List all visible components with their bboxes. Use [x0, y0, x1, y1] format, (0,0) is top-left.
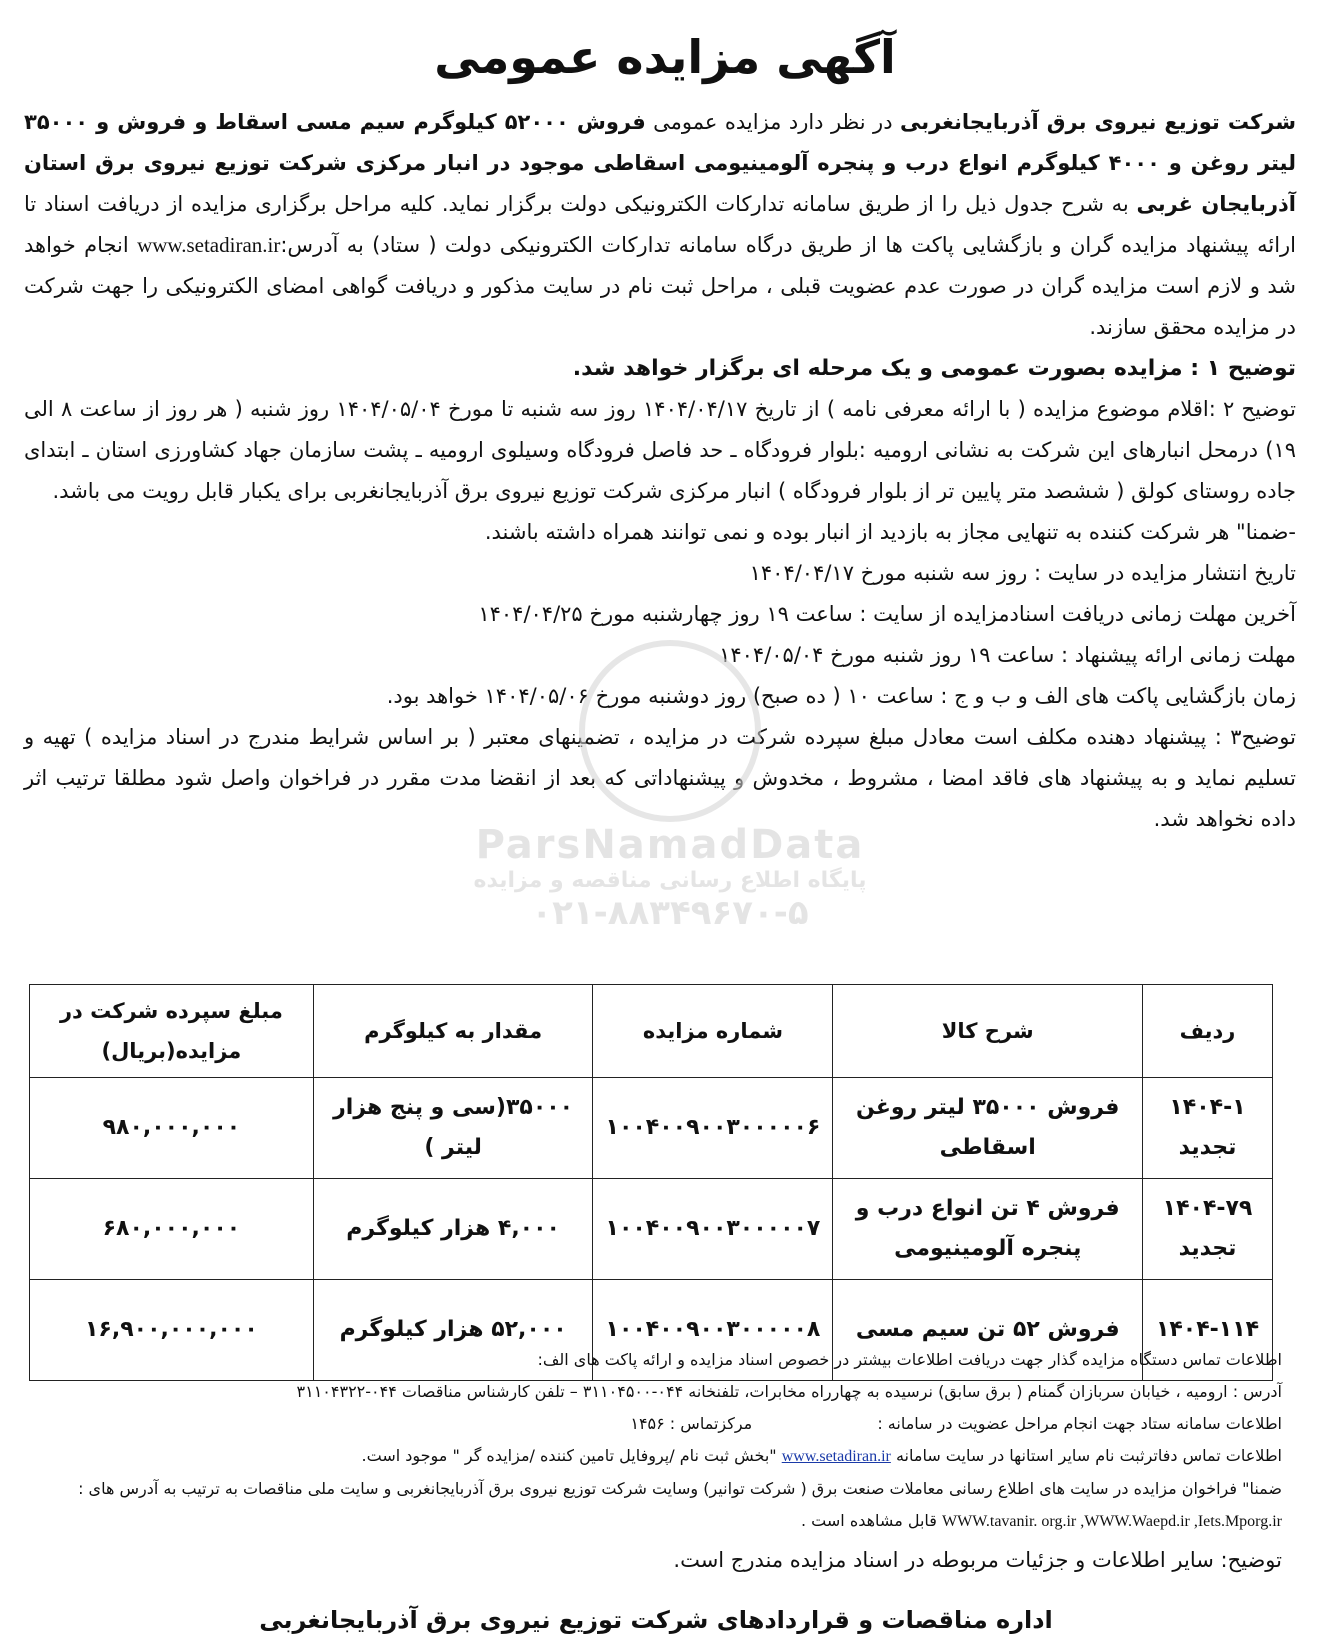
note-2: توضیح ۲ :اقلام موضوع مزایده ( با ارائه معرفی نامه ) از تاریخ ۱۴۰۴/۰۴/۱۷ روز سه شنبه تا مورخ ۱۴۰۴/۰۵/۰۴ روز شنبه ( هر روز از ساعت ۸ الی ۱۹) درمحل انبارهای این شرکت به نشانی ارومیه :بلوار فرودگاه ـ حد فاصل فرودگاه وسیلوی ارومیه ـ پشت سازمان جهاد کشاورزی استان ـ ابتدای جاده روستای کولق ( ششصد متر پایین تر از بلوار فرودگاه ) انبار مرکزی شرکت توزیع نیروی برق آذربایجانغربی برای یکبار قابل رویت می باشد.: [24, 397, 1296, 503]
registry-info: [30, 1440, 1282, 1473]
setad-info: [30, 1408, 1282, 1440]
contact-center: مرکزتماس : ۱۴۵۶: [630, 1414, 753, 1433]
date-publish: تاریخ انتشار مزایده در سایت : روز سه شنبه مورخ ۱۴۰۴/۰۴/۱۷: [749, 561, 1296, 585]
header-row-no: ردیف: [1143, 985, 1273, 1078]
footer: [30, 1344, 1282, 1636]
date-opening: زمان بازگشایی پاکت های الف و ب و ج : ساعت ۱۰ ( ده صبح) روز دوشنبه مورخ ۱۴۰۴/۰۵/۰۶ خواهد بود.: [386, 684, 1296, 708]
item-description: فروش ۳۵۰۰۰ لیتر روغن اسقاطی: [833, 1078, 1143, 1179]
quantity: ۳۵۰۰۰(سی و پنج هزار لیتر ): [313, 1078, 593, 1179]
auction-number: ۱۰۰۴۰۰۹۰۰۳۰۰۰۰۰۷: [593, 1179, 833, 1280]
signature: اداره مناقصات و قراردادهای شرکت توزیع نیروی برق آذربایجانغربی: [259, 1606, 1053, 1634]
quantity: ۵۲,۰۰۰ هزار کیلوگرم: [313, 1280, 593, 1381]
items-table: [29, 984, 1273, 1381]
watermark-brand: ParsNamadData: [475, 822, 865, 868]
intro-paragraph: [24, 102, 1296, 348]
contact-address: آدرس : ارومیه ، خیابان سربازان گمنام ( برق سابق) نرسیده به چهارراه مخابرات، تلفنخانه ۰۴۴-۳۱۱۰۴۵۰۰ – تلفن کارشناس مناقصات ۰۴۴-۳۱۱۰۴۳۲۲: [296, 1382, 1282, 1401]
intro-text-2: به شرح جدول ذیل را از طریق سامانه تدارکات الکترونیکی دولت برگزار نماید. کلیه مراحل برگزاری مزایده از دریافت اسناد تا ارائه پیشنهاد مزایده گران و بازگشایی پاکت ها از طریق درگاه سامانه تدارکات الکترونیکی دولت ( ستاد) به آدرس:: [24, 192, 1297, 257]
deposit-amount: ۹۸۰,۰۰۰,۰۰۰: [30, 1078, 314, 1179]
item-description: فروش ۵۲ تن سیم مسی: [833, 1280, 1143, 1381]
table-row: [30, 1179, 1273, 1280]
note-1: توضیح ۱ : مزایده بصورت عمومی و یک مرحله ای برگزار خواهد شد.: [572, 356, 1296, 381]
header-quantity: مقدار به کیلوگرم: [313, 985, 593, 1078]
row-no: ۱۴۰۴-۷۹ تجدید: [1143, 1179, 1273, 1280]
table-row: [30, 1078, 1273, 1179]
company-name: شرکت توزیع نیروی برق آذربایجانغربی: [899, 110, 1296, 134]
registry-url[interactable]: www.setadiran.ir: [781, 1448, 891, 1465]
publish-sites: [30, 1505, 1282, 1538]
setad-url[interactable]: www.setadiran.ir: [137, 233, 281, 257]
row-no: ۱۴۰۴-۱ تجدید: [1143, 1078, 1273, 1179]
intro-text-1: در نظر دارد مزایده عمومی: [645, 110, 900, 134]
notice-title: آگهی مزایده عمومی: [434, 30, 896, 84]
notice-body: [0, 102, 1330, 840]
contact-title: اطلاعات تماس دستگاه مزایده گذار جهت دریافت اطلاعات بیشتر در خصوص اسناد مزایده و ارائه پاکت های الف:: [537, 1350, 1282, 1369]
auction-number: ۱۰۰۴۰۰۹۰۰۳۰۰۰۰۰۸: [593, 1280, 833, 1381]
date-documents-deadline: آخرین مهلت زمانی دریافت اسنادمزایده از سایت : ساعت ۱۹ روز چهارشنبه مورخ ۱۴۰۴/۰۴/۲۵: [478, 602, 1296, 626]
header-auction-number: شماره مزایده: [593, 985, 833, 1078]
registry-text-b: "بخش ثبت نام /پروفایل تامین کننده /مزایده گر " موجود است.: [361, 1446, 782, 1465]
deposit-amount: ۱۶,۹۰۰,۰۰۰,۰۰۰: [30, 1280, 314, 1381]
watermark-tagline: پایگاه اطلاع رسانی مناقصه و مزایده: [473, 868, 867, 893]
deposit-amount: ۶۸۰,۰۰۰,۰۰۰: [30, 1179, 314, 1280]
publish-sites-list[interactable]: WWW.tavanir. org.ir ,WWW.Waepd.ir ,Iets.Mporg.ir: [942, 1513, 1282, 1530]
item-description: فروش ۴ تن انواع درب و پنجره آلومینیومی: [833, 1179, 1143, 1280]
other-info: توضیح: سایر اطلاعات و جزئیات مربوطه در اسناد مزایده مندرج است.: [673, 1548, 1282, 1572]
watermark-phone: ۰۲۱-۸۸۳۴۹۶۷۰-۵: [531, 893, 809, 933]
quantity: ۴,۰۰۰ هزار کیلوگرم: [313, 1179, 593, 1280]
header-description: شرح کالا: [833, 985, 1143, 1078]
intro-text-3: انجام خواهد شد و لازم است مزایده گران در صورت عدم عضویت قبلی ، مراحل ثبت نام در سایت مذکور و دریافت گواهی امضای الکترونیکی را جهت شرکت در مزایده محقق سازند.: [24, 233, 1296, 339]
registry-text-a: اطلاعات تماس دفاترثبت نام سایر استانها در سایت سامانه: [890, 1446, 1282, 1465]
publish-text-b: قابل مشاهده است .: [801, 1511, 943, 1530]
table-header-row: [30, 985, 1273, 1078]
note-also: -ضمنا" هر شرکت کننده به تنهایی مجاز به بازدید از انبار بوده و نمی توانند همراه داشته باشند.: [484, 520, 1296, 544]
note-3: توضیح۳ : پیشنهاد دهنده مکلف است معادل مبلغ سپرده شرکت در مزایده ، تضمینهای معتبر ( بر اساس شرایط مندرج در اسناد مزایده ) تهیه و تسلیم نماید و به پیشنهاد های فاقد امضا ، مشروط ، مخدوش و پیشنهاداتی که بعد از انقضا مدت مقرر در فراخوان واصل شود مطلقا ترتیب اثر داده نخواهد شد.: [24, 725, 1296, 831]
auction-subject: فروش ۵۲۰۰۰ کیلوگرم سیم مسی اسقاط و فروش و ۳۵۰۰۰ لیتر روغن و ۴۰۰۰ کیلوگرم انواع درب و پنجره آلومینیومی اسقاطی موجود در انبار مرکزی شرکت توزیع نیروی برق استان آذربایجان غربی: [24, 110, 1297, 216]
setad-info-label: اطلاعات سامانه ستاد جهت انجام مراحل عضویت در سامانه :: [877, 1414, 1282, 1433]
header-deposit: مبلغ سپرده شرکت در مزایده(بریال): [30, 985, 314, 1078]
row-no: ۱۴۰۴-۱۱۴: [1143, 1280, 1273, 1381]
date-offer-deadline: مهلت زمانی ارائه پیشنهاد : ساعت ۱۹ روز شنبه مورخ ۱۴۰۴/۰۵/۰۴: [719, 643, 1296, 667]
auction-number: ۱۰۰۴۰۰۹۰۰۳۰۰۰۰۰۶: [593, 1078, 833, 1179]
publish-info: ضمنا" فراخوان مزایده در سایت های اطلاع رسانی معاملات صنعت برق ( شرکت توانیر) وسایت شرکت توزیع نیروی برق آذربایجانغربی و سایت ملی مناقصات به ترتیب به آدرس های :: [78, 1479, 1282, 1498]
